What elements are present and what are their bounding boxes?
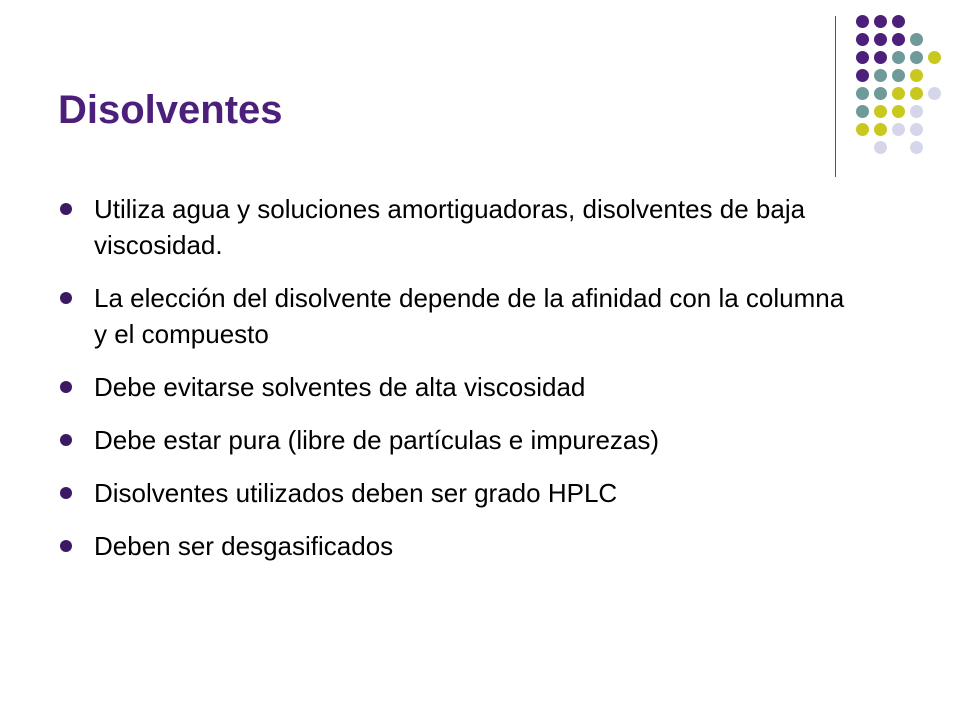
decor-dot bbox=[856, 15, 869, 28]
bullet-dot-icon bbox=[60, 487, 72, 499]
decor-dot bbox=[856, 123, 869, 136]
decor-dot bbox=[892, 33, 905, 46]
decor-dot bbox=[874, 87, 887, 100]
vertical-divider-line bbox=[835, 16, 836, 177]
decor-dot bbox=[874, 15, 887, 28]
bullet-text: Debe evitarse solventes de alta viscosidad bbox=[94, 372, 586, 402]
bullet-dot-icon bbox=[60, 381, 72, 393]
bullet-dot-icon bbox=[60, 540, 72, 552]
decor-dot bbox=[892, 123, 905, 136]
decor-dot bbox=[856, 105, 869, 118]
decor-dot bbox=[892, 69, 905, 82]
bullet-item bbox=[55, 369, 855, 405]
decor-dot bbox=[910, 87, 923, 100]
decor-dot bbox=[910, 33, 923, 46]
decor-dot bbox=[856, 51, 869, 64]
decor-dot bbox=[910, 141, 923, 154]
decor-dot bbox=[874, 123, 887, 136]
decor-dot bbox=[928, 87, 941, 100]
bullet-item bbox=[55, 528, 855, 564]
decor-dot bbox=[892, 105, 905, 118]
decor-dot bbox=[856, 33, 869, 46]
bullet-text: La elección del disolvente depende de la afinidad con la columna y el compuesto bbox=[94, 283, 845, 349]
decor-dot bbox=[874, 69, 887, 82]
decor-dot bbox=[910, 105, 923, 118]
slide-title: Disolventes bbox=[58, 88, 283, 132]
decor-dot bbox=[910, 51, 923, 64]
bullet-text: Disolventes utilizados deben ser grado HPLC bbox=[94, 478, 618, 508]
decor-dot bbox=[874, 51, 887, 64]
bullet-text: Deben ser desgasificados bbox=[94, 531, 394, 561]
decor-dot bbox=[856, 87, 869, 100]
bullet-item bbox=[55, 191, 855, 263]
decor-dot bbox=[874, 141, 887, 154]
decor-dot bbox=[892, 87, 905, 100]
decor-dot bbox=[928, 51, 941, 64]
bullet-dot-icon bbox=[60, 434, 72, 446]
decor-dot bbox=[874, 105, 887, 118]
bullet-dot-icon bbox=[60, 292, 72, 304]
decor-dot bbox=[910, 69, 923, 82]
bullet-list bbox=[55, 191, 855, 581]
bullet-dot-icon bbox=[60, 203, 72, 215]
decor-dot bbox=[892, 51, 905, 64]
bullet-item bbox=[55, 280, 855, 352]
bullet-item bbox=[55, 475, 855, 511]
decor-dot bbox=[856, 69, 869, 82]
decor-dot bbox=[892, 15, 905, 28]
decor-dot bbox=[910, 123, 923, 136]
decor-dot bbox=[874, 33, 887, 46]
bullet-text: Debe estar pura (libre de partículas e impurezas) bbox=[94, 425, 660, 455]
bullet-item bbox=[55, 422, 855, 458]
bullet-text: Utiliza agua y soluciones amortiguadoras, disolventes de baja viscosidad. bbox=[94, 194, 806, 260]
